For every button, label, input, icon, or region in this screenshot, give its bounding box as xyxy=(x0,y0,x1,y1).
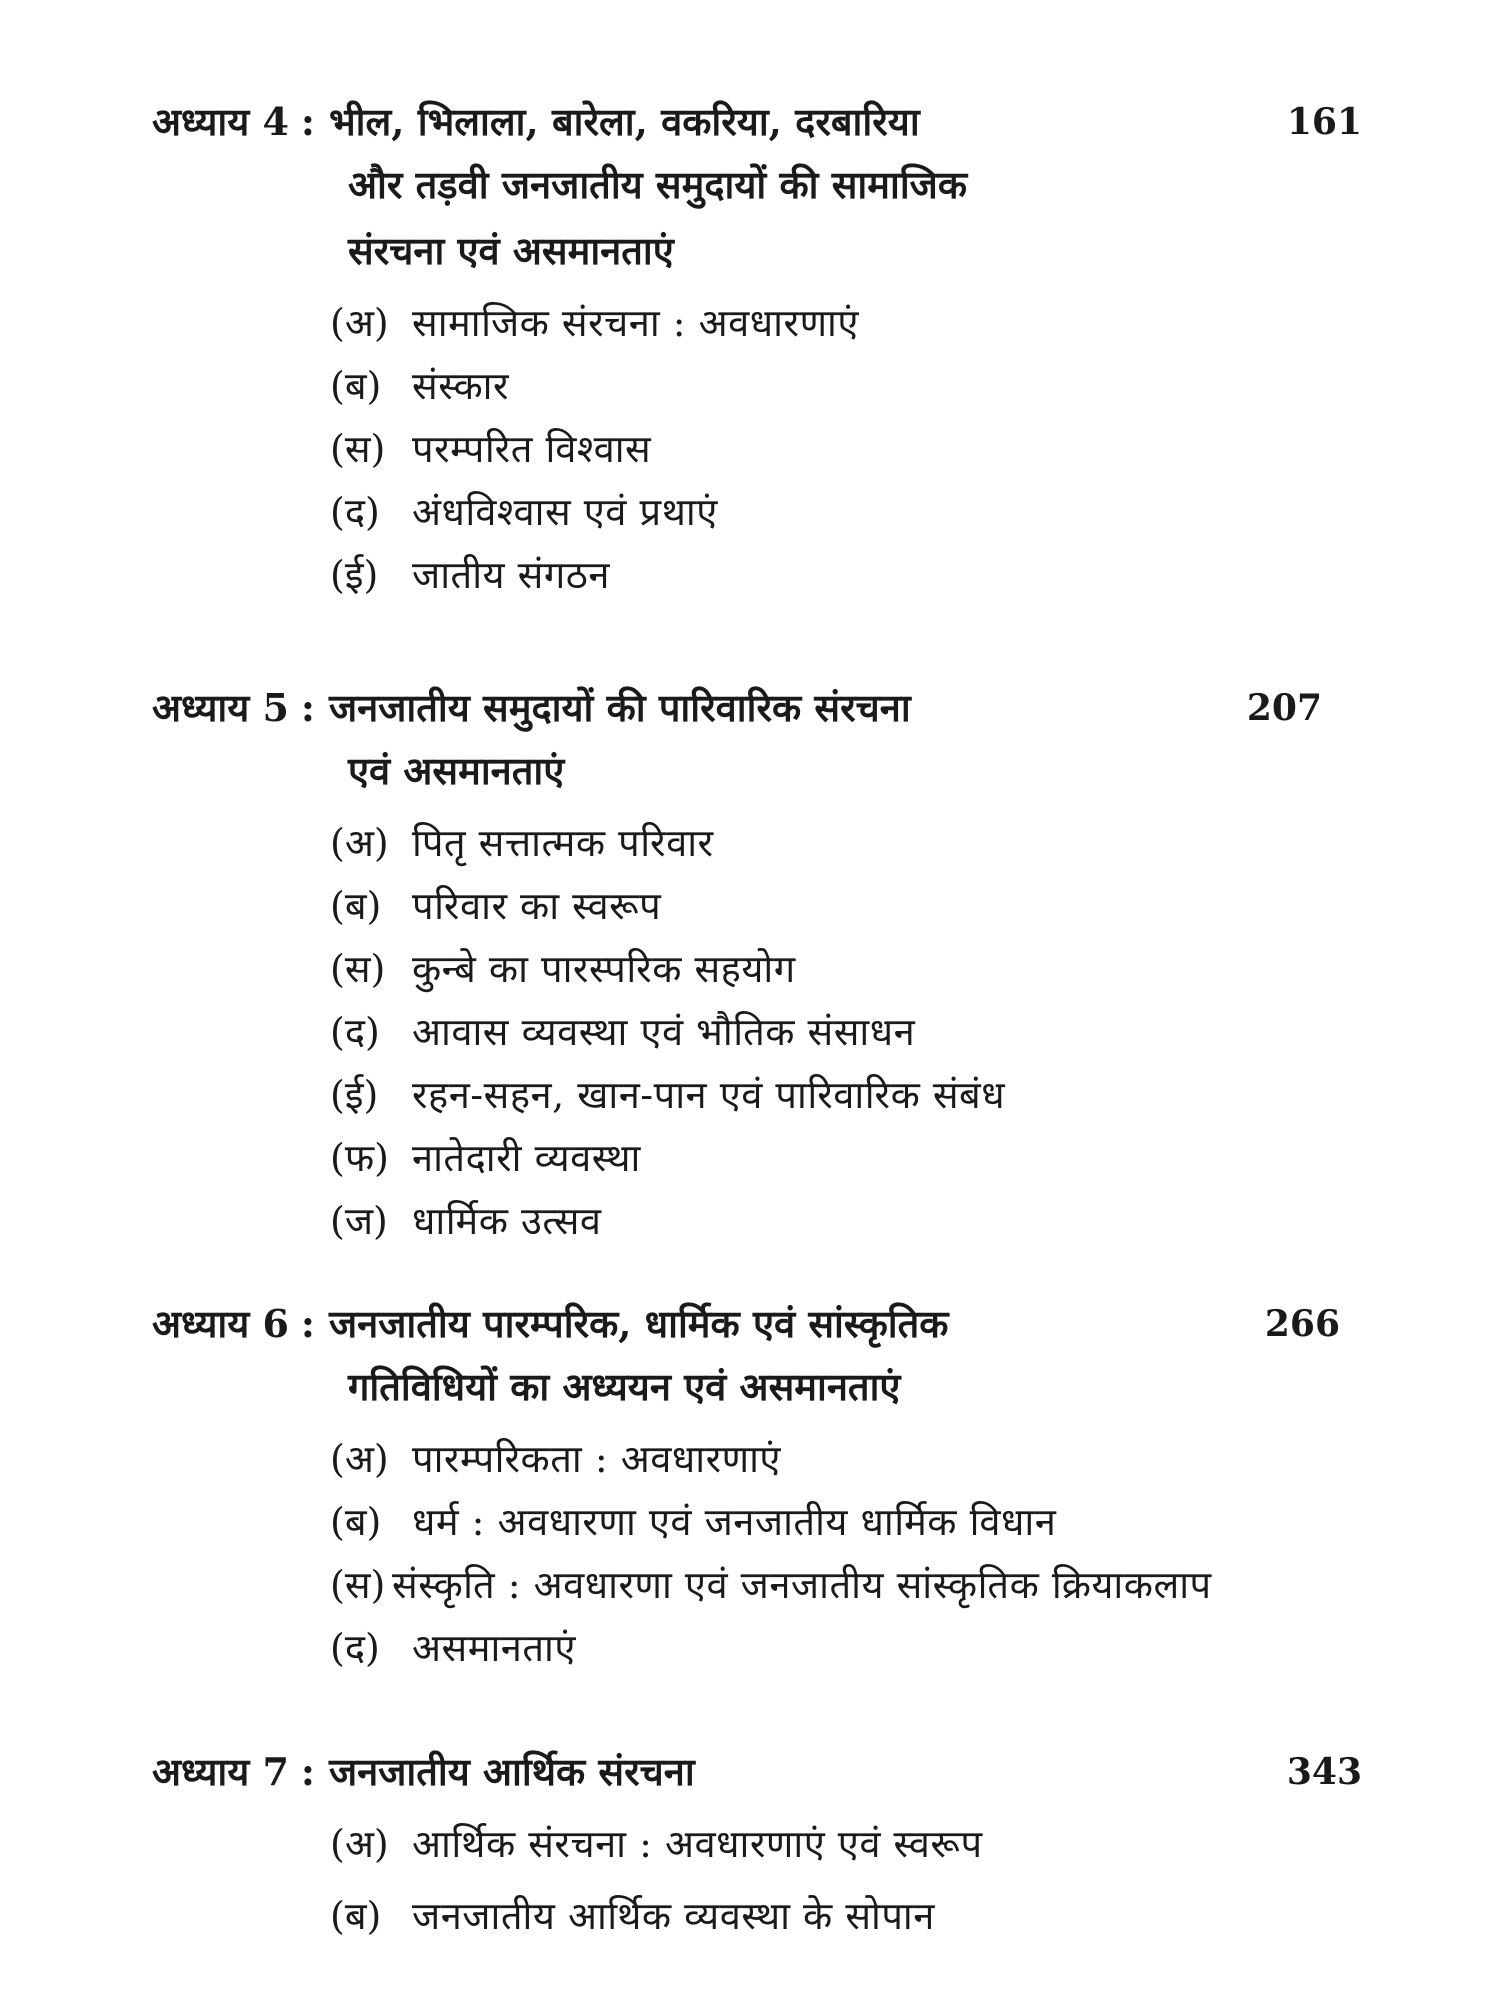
section-text: असमानताएं xyxy=(412,1626,576,1670)
section-text: धार्मिक उत्सव xyxy=(412,1199,602,1243)
section-marker: (अ) xyxy=(330,1822,389,1866)
chapter-6 xyxy=(152,1294,1362,1680)
section-text: अंधविश्वास एवं प्रथाएं xyxy=(412,490,718,534)
section-item xyxy=(330,938,1362,1001)
chapter-heading xyxy=(152,678,1362,738)
section-item xyxy=(330,1190,1362,1253)
chapter-heading xyxy=(152,1294,1362,1354)
section-marker: (स) xyxy=(330,947,386,991)
section-marker: (द) xyxy=(330,490,380,534)
section-list xyxy=(330,812,1362,1253)
chapter-title-line: जनजातीय आर्थिक संरचना xyxy=(328,1749,695,1794)
section-item xyxy=(330,544,1362,607)
section-text: संस्कृति : अवधारणा एवं जनजातीय सांस्कृतिक क्रियाकलाप xyxy=(392,1563,1212,1607)
section-item xyxy=(330,481,1362,544)
section-text: रहन-सहन, खान-पान एवं पारिवारिक संबंध xyxy=(412,1073,1006,1117)
chapter-4 xyxy=(152,92,1362,607)
section-list xyxy=(330,292,1362,607)
chapter-separator: : xyxy=(300,685,315,730)
chapter-page-number: 343 xyxy=(1286,1751,1362,1793)
section-marker: (द) xyxy=(330,1626,380,1670)
section-marker: (ब) xyxy=(330,1500,382,1544)
section-list xyxy=(330,1428,1362,1680)
chapter-separator: : xyxy=(300,1301,315,1346)
section-marker: (स) xyxy=(330,427,386,471)
section-text: धर्म : अवधारणा एवं जनजातीय धार्मिक विधान xyxy=(412,1500,1057,1544)
chapter-label: अध्याय 6 xyxy=(152,1301,289,1346)
section-marker: (अ) xyxy=(330,301,389,345)
section-item xyxy=(330,1808,1362,1880)
chapter-heading xyxy=(152,1742,1362,1802)
section-marker: (ब) xyxy=(330,1894,382,1938)
section-marker: (अ) xyxy=(330,821,389,865)
chapter-label: अध्याय 5 xyxy=(152,685,289,730)
section-text: आर्थिक संरचना : अवधारणाएं एवं स्वरूप xyxy=(412,1822,983,1866)
chapter-label: अध्याय 4 xyxy=(152,99,289,144)
section-text: पारम्परिकता : अवधारणाएं xyxy=(412,1437,781,1481)
section-item xyxy=(330,1880,1362,1952)
chapter-title-line: एवं असमानताएं xyxy=(348,748,565,793)
chapter-title-line: भील, भिलाला, बारेला, वकरिया, दरबारिया xyxy=(328,99,920,144)
chapter-title-line: और तड़वी जनजातीय समुदायों की सामाजिक xyxy=(348,162,968,207)
chapter-page-number: 266 xyxy=(1264,1303,1340,1345)
section-text: परिवार का स्वरूप xyxy=(412,884,662,928)
section-item xyxy=(330,1617,1362,1680)
section-item xyxy=(330,812,1362,875)
chapter-separator: : xyxy=(300,1749,315,1794)
section-item xyxy=(330,418,1362,481)
section-marker: (ब) xyxy=(330,884,382,928)
chapter-title-line: जनजातीय पारम्परिक, धार्मिक एवं सांस्कृतिक xyxy=(328,1301,949,1346)
section-marker: (द) xyxy=(330,1010,380,1054)
section-marker: (ज) xyxy=(330,1199,388,1243)
section-marker: (ब) xyxy=(330,364,382,408)
section-item xyxy=(330,355,1362,418)
chapter-page-number: 161 xyxy=(1286,101,1362,143)
section-item xyxy=(330,1127,1362,1190)
section-item xyxy=(330,1554,1362,1617)
chapter-title-line: गतिविधियों का अध्ययन एवं असमानताएं xyxy=(348,1364,901,1409)
section-text: पितृ सत्तात्मक परिवार xyxy=(412,821,714,865)
chapter-title-line: जनजातीय समुदायों की पारिवारिक संरचना xyxy=(328,685,911,730)
chapter-5 xyxy=(152,678,1362,1253)
section-item xyxy=(330,875,1362,938)
section-item xyxy=(330,1428,1362,1491)
section-marker: (फ) xyxy=(330,1136,389,1180)
section-text: नातेदारी व्यवस्था xyxy=(412,1136,641,1180)
section-marker: (ई) xyxy=(330,553,379,597)
section-list xyxy=(330,1808,1362,1952)
section-text: कुन्बे का पारस्परिक सहयोग xyxy=(412,947,796,991)
section-text: जातीय संगठन xyxy=(412,553,610,597)
section-marker: (ई) xyxy=(330,1073,379,1117)
section-item xyxy=(330,292,1362,355)
section-text: सामाजिक संरचना : अवधारणाएं xyxy=(412,301,859,345)
section-marker: (स) xyxy=(330,1563,386,1607)
section-text: आवास व्यवस्था एवं भौतिक संसाधन xyxy=(412,1010,916,1054)
section-text: परम्परित विश्वास xyxy=(412,427,652,471)
chapter-heading xyxy=(152,92,1362,152)
section-item xyxy=(330,1064,1362,1127)
chapter-title-line: संरचना एवं असमानताएं xyxy=(348,228,674,273)
chapter-separator: : xyxy=(300,99,315,144)
chapter-7 xyxy=(152,1742,1362,1952)
section-item xyxy=(330,1001,1362,1064)
section-item xyxy=(330,1491,1362,1554)
section-text: संस्कार xyxy=(412,364,510,408)
section-text: जनजातीय आर्थिक व्यवस्था के सोपान xyxy=(412,1894,935,1938)
chapter-label: अध्याय 7 xyxy=(152,1749,289,1794)
chapter-page-number: 207 xyxy=(1246,687,1322,729)
section-marker: (अ) xyxy=(330,1437,389,1481)
